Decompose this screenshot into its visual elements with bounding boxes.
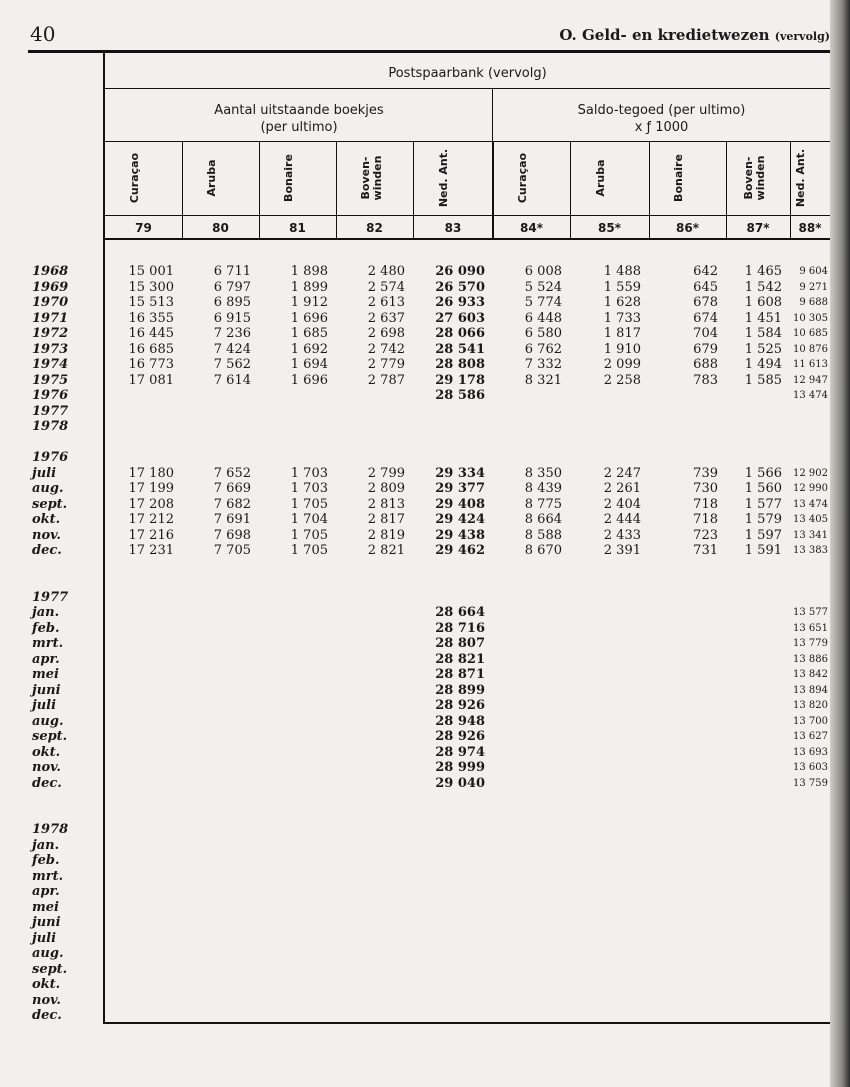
column-header: Bonaire	[281, 154, 295, 202]
row-label: 1969	[32, 279, 69, 295]
table-cell: 28 926	[435, 698, 485, 713]
table-cell: 12 947	[793, 374, 828, 386]
table-cell: 13 651	[793, 622, 828, 634]
table-cell: 17 199	[128, 481, 174, 496]
table-cell: 13 820	[793, 700, 828, 711]
table-cell: 6 580	[524, 326, 562, 341]
column-header: Ned. Ant.	[794, 148, 807, 208]
table-cell: 28 541	[435, 341, 485, 357]
table-cell: 1 584	[744, 326, 782, 341]
table-cell: 1 577	[744, 496, 782, 512]
colnum-rule-bottom	[105, 238, 830, 240]
table-cell: 9 688	[799, 297, 828, 308]
table-cell: 13 842	[793, 669, 828, 680]
table-cell: 26 090	[435, 264, 485, 279]
table-cell: 739	[693, 465, 718, 481]
row-label: okt.	[32, 744, 61, 760]
table-cell: 28 586	[435, 388, 485, 403]
table-cell: 28 716	[435, 620, 485, 636]
table-cell: 7 562	[213, 357, 251, 372]
table-cell: 27 603	[435, 310, 485, 326]
table-cell: 29 040	[435, 775, 485, 791]
column-number: 87*	[746, 221, 770, 235]
table-cell: 26 570	[435, 279, 485, 295]
table-cell: 1 899	[290, 279, 328, 295]
row-label: nov.	[32, 527, 61, 543]
row-label: dec.	[32, 775, 62, 791]
row-label: 1968	[32, 264, 69, 279]
column-number: 88*	[798, 221, 822, 235]
column-number: 79	[135, 221, 152, 235]
table-cell: 2 637	[367, 310, 405, 326]
table-cell: 2 819	[367, 527, 405, 543]
table-cell: 1 451	[744, 310, 782, 326]
bottom-rule	[103, 1022, 830, 1024]
table-cell: 679	[693, 341, 718, 357]
table-cell: 6 762	[524, 341, 562, 357]
section-title-text: O. Geld- en kredietwezen	[559, 26, 770, 44]
table-cell: 1 566	[744, 465, 782, 481]
table-cell: 7 691	[213, 512, 251, 527]
row-label: 1977	[32, 589, 69, 605]
table-cell: 2 480	[367, 264, 405, 279]
group-rule	[105, 141, 830, 142]
table-cell: 28 974	[435, 744, 485, 760]
table-cell: 9 271	[799, 281, 828, 293]
table-cell: 1 703	[290, 465, 328, 481]
table-cell: 29 178	[435, 372, 485, 388]
row-label: sept.	[32, 961, 68, 977]
table-cell: 8 670	[524, 543, 562, 558]
table-cell: 29 334	[435, 465, 485, 481]
column-header: Bonaire	[671, 154, 685, 202]
row-label: 1977	[32, 403, 69, 419]
table-cell: 723	[693, 527, 718, 543]
table-cell: 7 698	[213, 527, 251, 543]
table-cell: 8 439	[524, 481, 562, 496]
row-label: okt.	[32, 977, 61, 992]
table-cell: 17 212	[128, 512, 174, 527]
row-label: jan.	[32, 837, 60, 853]
table-cell: 1 898	[290, 264, 328, 279]
table-cell: 8 350	[524, 465, 562, 481]
column-number: 80	[212, 221, 229, 235]
row-label: 1975	[32, 372, 69, 388]
column-number: 85*	[598, 221, 621, 235]
table-cell: 2 779	[367, 357, 405, 372]
table-cell: 2 742	[367, 341, 405, 357]
row-label: 1976	[32, 450, 69, 465]
column-header: Curaçao	[515, 152, 529, 204]
table-cell: 718	[693, 496, 718, 512]
column-number: 84*	[520, 221, 543, 235]
table-cell: 1 591	[744, 543, 782, 558]
table-cell: 2 813	[367, 496, 405, 512]
table-cell: 6 008	[524, 264, 562, 279]
table-cell: 13 693	[793, 746, 828, 758]
table-cell: 7 332	[524, 357, 562, 372]
table-cell: 17 216	[128, 527, 174, 543]
row-label: juni	[32, 682, 61, 698]
table-cell: 1 542	[744, 279, 782, 295]
table-cell: 688	[693, 357, 718, 372]
row-label: mrt.	[32, 636, 64, 651]
table-cell: 17 081	[128, 372, 174, 388]
table-cell: 704	[693, 326, 718, 341]
table-cell: 28 899	[435, 682, 485, 698]
table-cell: 1 628	[603, 295, 641, 310]
row-label: apr.	[32, 651, 60, 667]
table-cell: 8 321	[524, 372, 562, 388]
table-cell: 1 585	[744, 372, 782, 388]
table-cell: 1 696	[290, 372, 328, 388]
table-cell: 17 208	[128, 496, 174, 512]
table-cell: 2 799	[367, 465, 405, 481]
table-cell: 1 685	[290, 326, 328, 341]
column-number: 86*	[676, 221, 699, 235]
table-cell: 7 236	[213, 326, 251, 341]
table-cell: 13 474	[793, 390, 828, 401]
table-cell: 1 817	[603, 326, 641, 341]
table-cell: 1 694	[290, 357, 328, 372]
table-cell: 28 999	[435, 760, 485, 775]
row-label: nov.	[32, 992, 61, 1008]
table-cell: 28 871	[435, 667, 485, 682]
table-cell: 1 910	[603, 341, 641, 357]
table-cell: 7 682	[213, 496, 251, 512]
table-cell: 5 524	[524, 279, 562, 295]
table-cell: 7 652	[213, 465, 251, 481]
table-cell: 17 231	[128, 543, 174, 558]
table-cell: 1 703	[290, 481, 328, 496]
table-cell: 2 391	[603, 543, 641, 558]
table-cell: 1 465	[744, 264, 782, 279]
table-cell: 8 775	[524, 496, 562, 512]
table-cell: 1 692	[290, 341, 328, 357]
row-label: okt.	[32, 512, 61, 527]
row-label: aug.	[32, 481, 64, 496]
table-cell: 29 462	[435, 543, 485, 558]
table-cell: 1 608	[744, 295, 782, 310]
table-cell: 10 305	[793, 312, 828, 324]
table-cell: 1 525	[744, 341, 782, 357]
row-label: jan.	[32, 605, 60, 620]
table-cell: 16 445	[128, 326, 174, 341]
group-left-line1: Aantal uitstaande boekjes	[214, 103, 384, 118]
table-cell: 1 494	[744, 357, 782, 372]
table-cell: 10 876	[793, 343, 828, 355]
row-label: apr.	[32, 884, 60, 899]
table-cell: 13 383	[793, 545, 828, 556]
table-cell: 6 711	[213, 264, 251, 279]
table-cell: 674	[693, 310, 718, 326]
table-cell: 2 258	[603, 372, 641, 388]
table-cell: 8 664	[524, 512, 562, 527]
row-label: mrt.	[32, 868, 64, 884]
table-cell: 28 066	[435, 326, 485, 341]
table-cell: 12 990	[793, 483, 828, 494]
table-cell: 17 180	[128, 465, 174, 481]
row-label: juni	[32, 915, 61, 930]
table-cell: 26 933	[435, 295, 485, 310]
table-cell: 2 444	[603, 512, 641, 527]
row-label: 1973	[32, 341, 69, 357]
table-cell: 16 685	[128, 341, 174, 357]
row-label: juli	[32, 930, 57, 946]
table-cell: 1 488	[603, 264, 641, 279]
row-label: dec.	[32, 1008, 62, 1023]
table-cell: 2 809	[367, 481, 405, 496]
row-label: dec.	[32, 543, 62, 558]
table-cell: 6 448	[524, 310, 562, 326]
table-cell: 16 355	[128, 310, 174, 326]
row-label: mei	[32, 899, 59, 915]
table-cell: 7 669	[213, 481, 251, 496]
column-header: Ned. Ant.	[437, 148, 450, 208]
column-header: Aruba	[204, 159, 218, 197]
table-cell: 13 627	[793, 731, 828, 742]
table-cell: 7 705	[213, 543, 251, 558]
table-cell: 15 300	[128, 279, 174, 295]
table-cell: 1 696	[290, 310, 328, 326]
row-label: mei	[32, 667, 59, 682]
row-label: 1970	[32, 295, 69, 310]
table-cell: 2 261	[603, 481, 641, 496]
colnum-rule-top	[105, 215, 830, 216]
table-cell: 2 099	[603, 357, 641, 372]
page-number: 40	[30, 22, 56, 46]
column-header: Boven- winden	[742, 155, 767, 201]
table-cell: 2 787	[367, 372, 405, 388]
row-label: 1976	[32, 388, 69, 403]
table-cell: 1 597	[744, 527, 782, 543]
table-cell: 1 705	[290, 496, 328, 512]
table-cell: 2 821	[367, 543, 405, 558]
table-cell: 642	[693, 264, 718, 279]
table-cell: 29 424	[435, 512, 485, 527]
table-cell: 2 574	[367, 279, 405, 295]
row-label: sept.	[32, 496, 68, 512]
table-cell: 13 894	[793, 684, 828, 696]
row-label: 1978	[32, 419, 69, 434]
row-label: 1972	[32, 326, 69, 341]
table-cell: 15 513	[128, 295, 174, 310]
row-label: feb.	[32, 620, 60, 636]
table-cell: 678	[693, 295, 718, 310]
table-cell: 7 614	[213, 372, 251, 388]
table-cell: 9 604	[799, 266, 828, 277]
column-header: Boven- winden	[358, 155, 384, 201]
group-right-line2: x ƒ 1000	[634, 120, 689, 135]
table-cell: 12 902	[793, 467, 828, 479]
row-label: feb.	[32, 853, 60, 868]
table-cell: 13 474	[793, 498, 828, 510]
row-label: juli	[32, 465, 57, 481]
title-rule	[105, 88, 830, 89]
table-cell: 13 700	[793, 715, 828, 727]
table-cell: 11 613	[793, 359, 828, 370]
table-cell: 13 603	[793, 762, 828, 773]
row-label: juli	[32, 698, 57, 713]
table-cell: 16 773	[128, 357, 174, 372]
table-cell: 6 915	[213, 310, 251, 326]
row-label: 1974	[32, 357, 69, 372]
table-cell: 29 408	[435, 496, 485, 512]
top-rule	[28, 50, 830, 53]
table-cell: 8 588	[524, 527, 562, 543]
table-cell: 28 808	[435, 357, 485, 372]
table-cell: 13 886	[793, 653, 828, 665]
table-cell: 6 797	[213, 279, 251, 295]
row-label: 1971	[32, 310, 69, 326]
table-cell: 783	[693, 372, 718, 388]
section-title-suffix: (vervolg)	[774, 30, 830, 43]
section-title	[559, 26, 830, 44]
table-cell: 1 705	[290, 543, 328, 558]
table-cell: 28 664	[435, 605, 485, 620]
table-cell: 13 577	[793, 607, 828, 618]
row-label: 1978	[32, 822, 69, 837]
table-cell: 2 817	[367, 512, 405, 527]
page-edge	[830, 0, 850, 1087]
table-cell: 2 433	[603, 527, 641, 543]
group-left-line2: (per ultimo)	[260, 120, 338, 135]
table-cell: 1 704	[290, 512, 328, 527]
table-cell: 6 895	[213, 295, 251, 310]
row-label: aug.	[32, 713, 64, 729]
table-cell: 10 685	[793, 328, 828, 339]
table-cell: 29 377	[435, 481, 485, 496]
table-title: Postspaarbank (vervolg)	[388, 66, 547, 81]
row-label: sept.	[32, 729, 68, 744]
column-number: 82	[366, 221, 383, 235]
table-cell: 1 579	[744, 512, 782, 527]
table-cell: 730	[693, 481, 718, 496]
table-cell: 13 341	[793, 529, 828, 541]
group-right-line1: Saldo-tegoed (per ultimo)	[577, 103, 746, 118]
table-cell: 29 438	[435, 527, 485, 543]
column-number: 81	[289, 221, 306, 235]
table-cell: 28 821	[435, 651, 485, 667]
table-cell: 13 405	[793, 514, 828, 525]
table-cell: 28 926	[435, 729, 485, 744]
column-number: 83	[444, 221, 462, 235]
row-label: aug.	[32, 946, 64, 961]
table-cell: 1 559	[603, 279, 641, 295]
table-cell: 718	[693, 512, 718, 527]
column-header: Aruba	[593, 159, 607, 197]
table-cell: 5 774	[524, 295, 562, 310]
table-cell: 28 807	[435, 636, 485, 651]
table-cell: 7 424	[213, 341, 251, 357]
column-header: Curaçao	[127, 152, 141, 204]
table-cell: 2 404	[603, 496, 641, 512]
row-label: nov.	[32, 760, 61, 775]
table-cell: 1 912	[290, 295, 328, 310]
table-cell: 1 705	[290, 527, 328, 543]
table-cell: 645	[693, 279, 718, 295]
table-cell: 2 247	[603, 465, 641, 481]
table-cell: 28 948	[435, 713, 485, 729]
table-cell: 13 779	[793, 638, 828, 649]
table-cell: 1 560	[744, 481, 782, 496]
table-cell: 15 001	[128, 264, 174, 279]
table-cell: 2 613	[367, 295, 405, 310]
table-cell: 731	[693, 543, 718, 558]
table-cell: 1 733	[603, 310, 641, 326]
table-cell: 13 759	[793, 777, 828, 789]
table-cell: 2 698	[367, 326, 405, 341]
